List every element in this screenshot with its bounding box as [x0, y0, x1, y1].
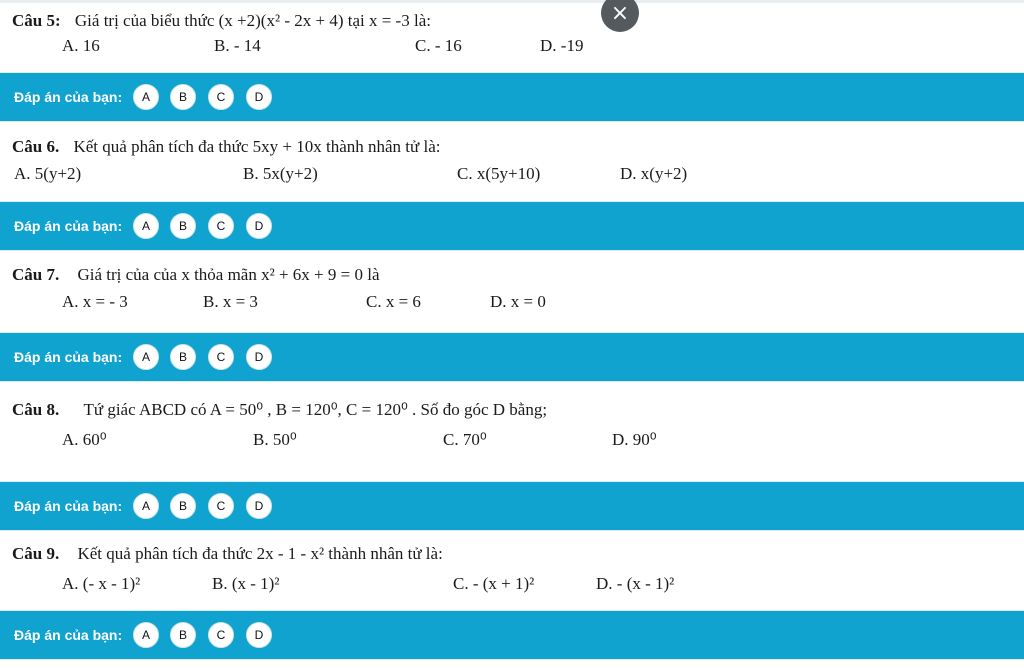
- question-8-label: Câu 8.: [12, 400, 60, 419]
- choice-a-button[interactable]: A: [133, 213, 159, 239]
- question-7-option-c: C. x = 6: [366, 292, 421, 311]
- choice-b-button[interactable]: B: [170, 344, 196, 370]
- answer-bar-q5: [0, 72, 1024, 122]
- choice-d-button[interactable]: D: [246, 84, 272, 110]
- answer-label: Đáp án của bạn:: [14, 89, 123, 105]
- question-7-label: Câu 7.: [12, 265, 60, 284]
- question-6-option-d: D. x(y+2): [620, 164, 688, 183]
- choice-d-button[interactable]: D: [246, 213, 272, 239]
- choice-a-button[interactable]: A: [133, 344, 159, 370]
- choice-a-button[interactable]: A: [133, 84, 159, 110]
- choice-d-button[interactable]: D: [246, 344, 272, 370]
- choice-a-button[interactable]: A: [133, 622, 159, 648]
- question-8-option-d: D. 90⁰: [612, 430, 657, 449]
- question-7-text: Giá trị của của x thỏa mãn x² + 6x + 9 = 0 là: [77, 265, 380, 284]
- choice-c-button[interactable]: C: [208, 493, 234, 519]
- question-9-text: Kết quả phân tích đa thức 2x - 1 - x² thành nhân tử là:: [77, 544, 443, 563]
- answer-bar-q9: [0, 610, 1024, 660]
- answer-bar-q6: [0, 201, 1024, 251]
- choice-a-button[interactable]: A: [133, 493, 159, 519]
- answer-label: Đáp án của bạn:: [14, 627, 123, 643]
- choice-c-button[interactable]: C: [208, 622, 234, 648]
- question-6-option-b: B. 5x(y+2): [243, 164, 318, 183]
- question-5-text: Giá trị của biểu thức (x +2)(x² - 2x + 4) tại x = -3 là:: [74, 11, 431, 30]
- question-6-stem: [12, 137, 440, 157]
- question-6-option-a: A. 5(y+2): [14, 164, 82, 183]
- question-9-option-c: C. - (x + 1)²: [453, 574, 535, 593]
- choice-b-button[interactable]: B: [170, 84, 196, 110]
- question-5-option-b: B. - 14: [214, 36, 261, 55]
- question-8-text: Tứ giác ABCD có A = 50⁰ , B = 120⁰, C = 120⁰ . Số đo góc D bằng;: [83, 400, 548, 419]
- question-9-label: Câu 9.: [12, 544, 60, 563]
- choice-b-button[interactable]: B: [170, 622, 196, 648]
- question-6-label: Câu 6.: [12, 137, 60, 156]
- answer-bar-q8: [0, 481, 1024, 531]
- answer-label: Đáp án của bạn:: [14, 218, 123, 234]
- question-7-option-b: B. x = 3: [203, 292, 258, 311]
- question-7-option-a: A. x = - 3: [62, 292, 128, 311]
- answer-bar-q7: [0, 332, 1024, 382]
- question-8-option-b: B. 50⁰: [253, 430, 297, 449]
- choice-c-button[interactable]: C: [208, 344, 234, 370]
- question-9-stem: [12, 544, 443, 564]
- question-8-option-a: A. 60⁰: [62, 430, 107, 449]
- top-strip: [0, 0, 1024, 3]
- question-5-stem: [12, 11, 431, 31]
- question-7-option-d: D. x = 0: [490, 292, 546, 311]
- answer-label: Đáp án của bạn:: [14, 349, 123, 365]
- question-8-option-c: C. 70⁰: [443, 430, 487, 449]
- answer-label: Đáp án của bạn:: [14, 498, 123, 514]
- choice-d-button[interactable]: D: [246, 622, 272, 648]
- question-9-option-a: A. (- x - 1)²: [62, 574, 141, 593]
- question-9-option-b: B. (x - 1)²: [212, 574, 280, 593]
- choice-b-button[interactable]: B: [170, 493, 196, 519]
- question-6-option-c: C. x(5y+10): [457, 164, 541, 183]
- close-icon: ×: [610, 0, 630, 26]
- question-9-option-d: D. - (x - 1)²: [596, 574, 675, 593]
- question-5-option-a: A. 16: [62, 36, 100, 55]
- question-7-stem: [12, 265, 379, 285]
- question-5-option-c: C. - 16: [415, 36, 462, 55]
- choice-c-button[interactable]: C: [208, 213, 234, 239]
- close-button[interactable]: [601, 0, 639, 32]
- question-8-stem: [12, 400, 547, 420]
- choice-d-button[interactable]: D: [246, 493, 272, 519]
- question-5-label: Câu 5:: [12, 11, 61, 30]
- question-5-option-d: D. -19: [540, 36, 584, 55]
- question-6-text: Kết quả phân tích đa thức 5xy + 10x thành nhân tử là:: [73, 137, 441, 156]
- choice-b-button[interactable]: B: [170, 213, 196, 239]
- choice-c-button[interactable]: C: [208, 84, 234, 110]
